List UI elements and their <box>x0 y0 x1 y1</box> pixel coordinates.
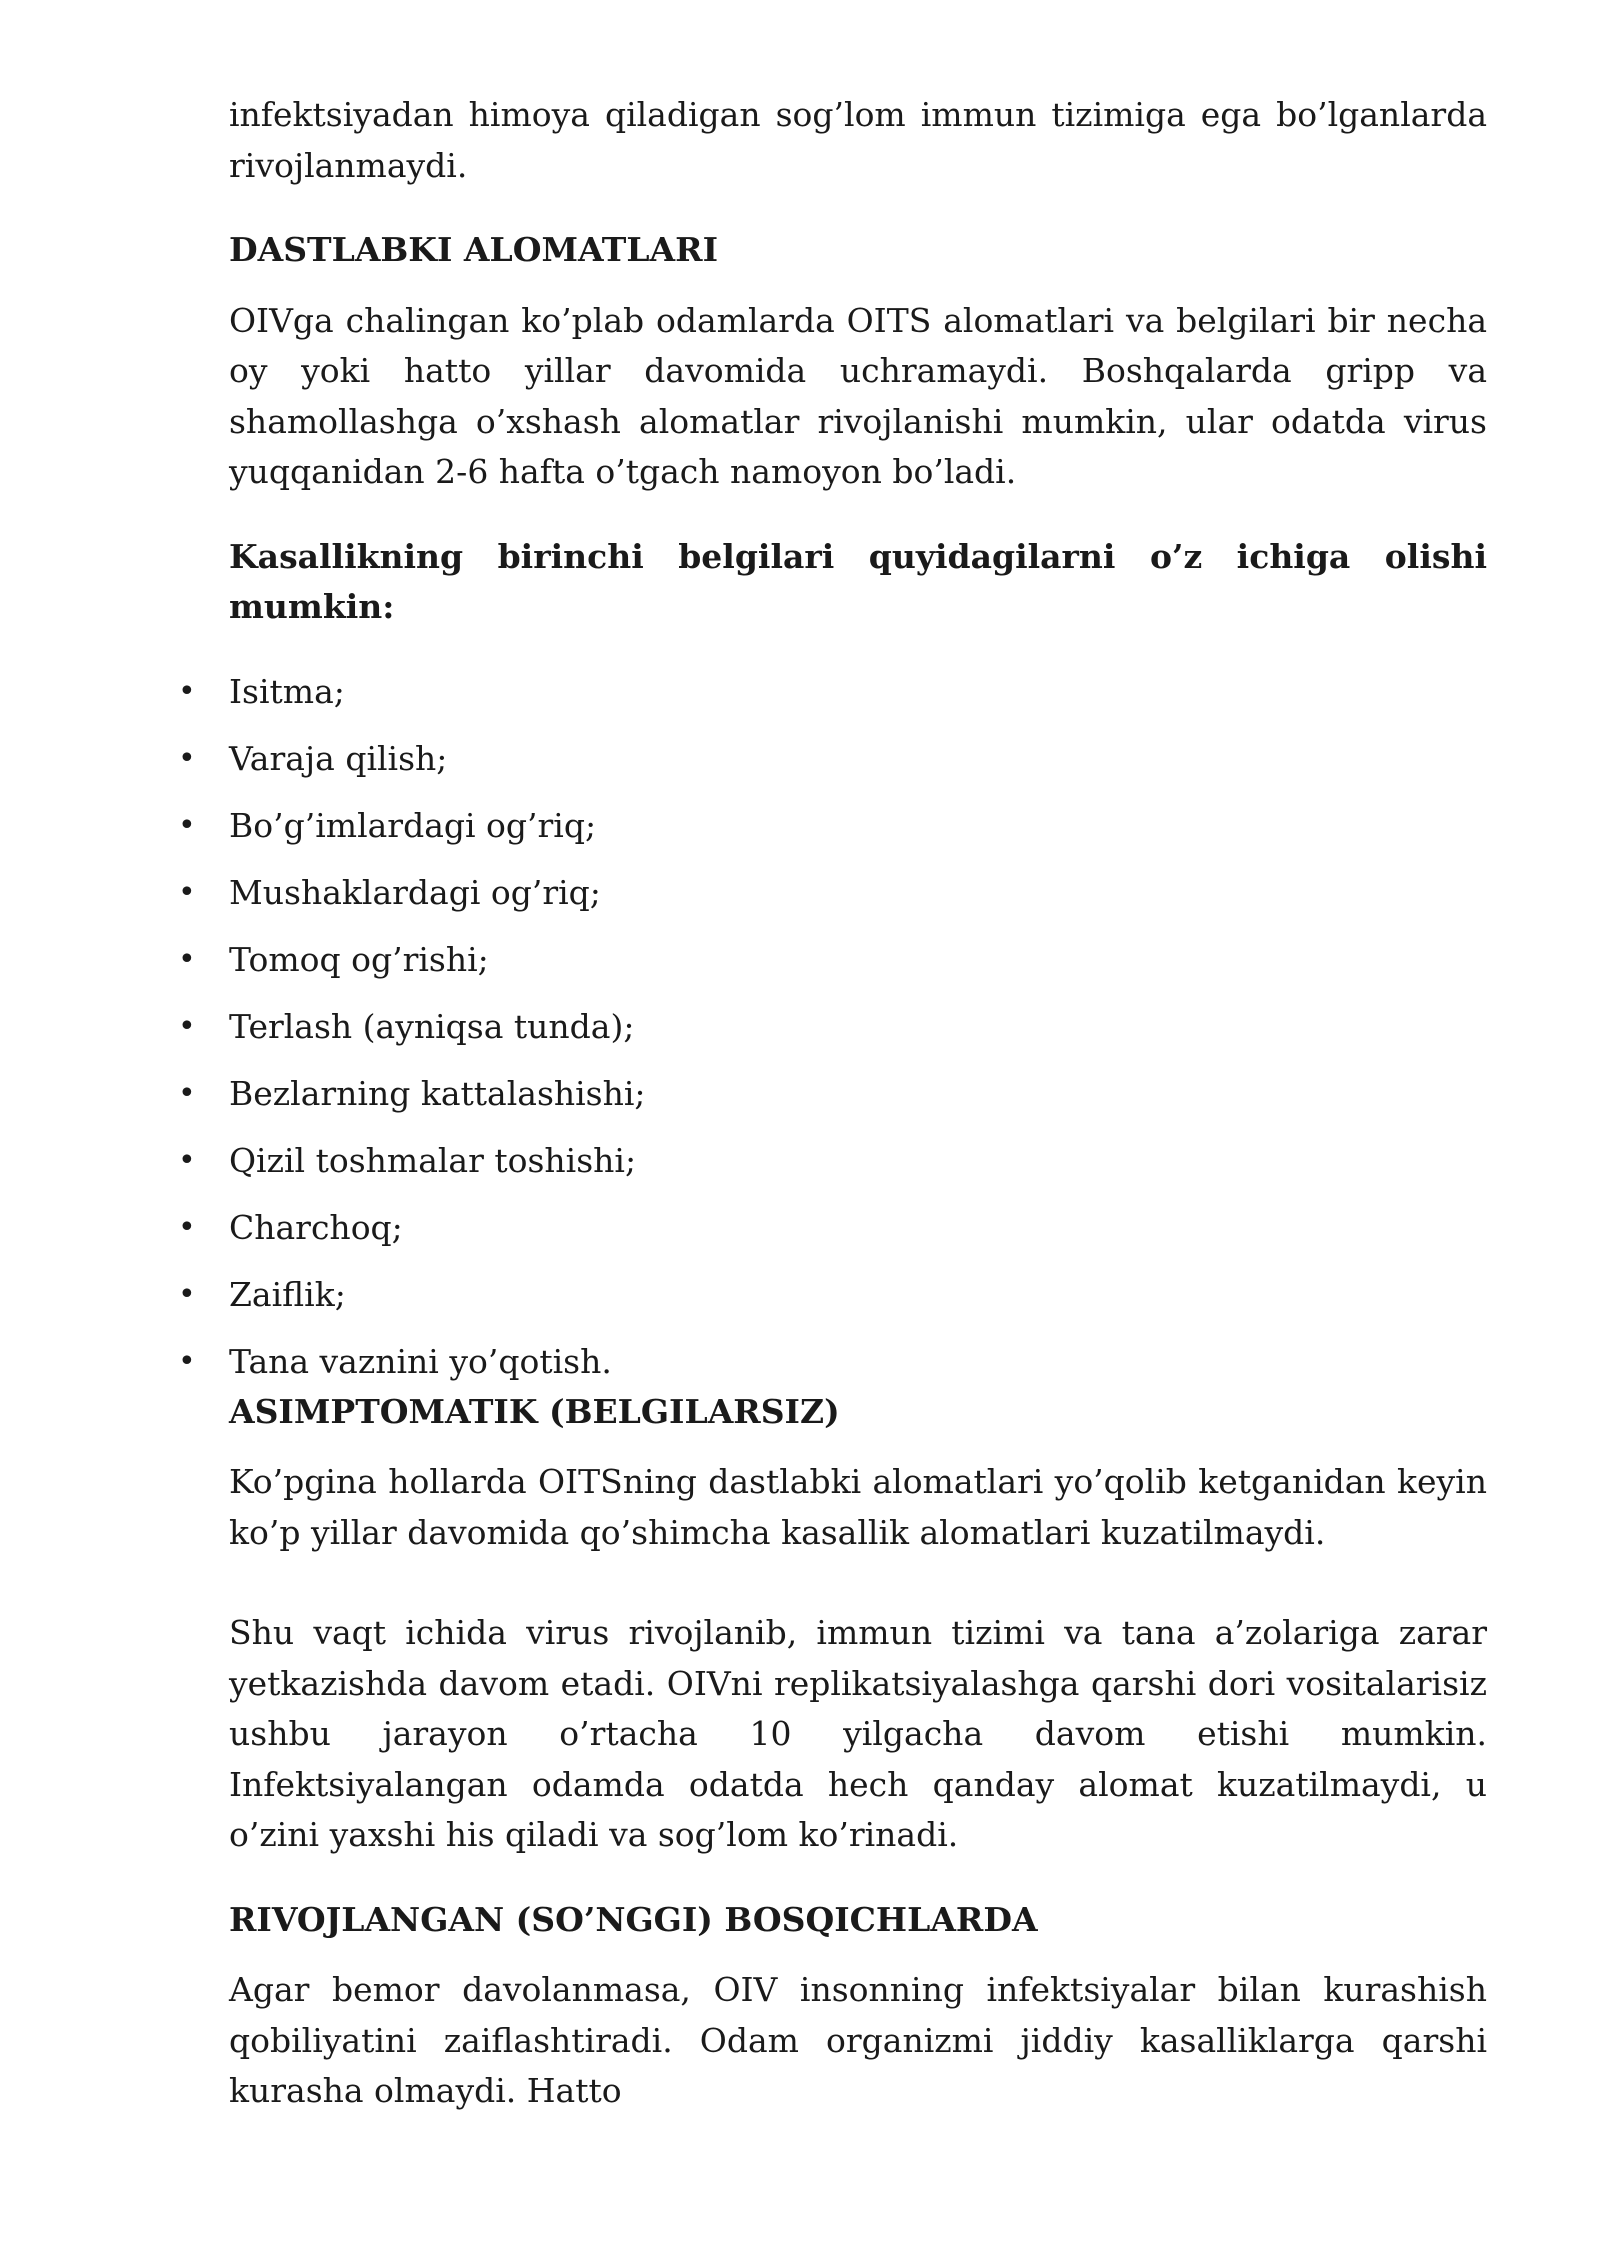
list-item <box>178 868 1487 935</box>
bullet-icon: • <box>178 1209 196 1245</box>
list-item <box>178 667 1487 734</box>
list-item <box>178 801 1487 868</box>
bullet-icon: • <box>178 874 196 910</box>
list-item-text: Terlash (ayniqsa tunda); <box>229 1006 635 1046</box>
list-item-text: Isitma; <box>229 671 345 711</box>
bullet-icon: • <box>178 1142 196 1178</box>
list-item-text: Bezlarning kattalashishi; <box>229 1073 646 1113</box>
list-item-text: Bo’g’imlardagi og’riq; <box>229 805 597 845</box>
bullet-icon: • <box>178 807 196 843</box>
list-item <box>178 1337 1487 1387</box>
section-heading-initial-symptoms: DASTLABKI ALOMATLARI <box>229 230 719 269</box>
list-item-text: Mushaklardagi og’riq; <box>229 872 601 912</box>
symptoms-list <box>178 667 1487 1387</box>
list-item <box>178 1136 1487 1203</box>
list-item <box>178 1203 1487 1270</box>
bullet-icon: • <box>178 1075 196 1111</box>
document-page <box>178 90 1487 2117</box>
bullet-icon: • <box>178 1008 196 1044</box>
list-item <box>178 1270 1487 1337</box>
list-item-text: Varaja qilish; <box>229 738 448 778</box>
list-item <box>178 1069 1487 1136</box>
list-item-text: Qizil toshmalar toshishi; <box>229 1140 637 1180</box>
asymptomatic-paragraph-1: Ko’pgina hollarda OITSning dastlabki alomatlari yo’qolib ketganidan keyin ko’p yillar davomida qo’shimcha kasallik alomatlari kuzatilmaydi. <box>229 1462 1487 1552</box>
bullet-icon: • <box>178 941 196 977</box>
asymptomatic-paragraph-2: Shu vaqt ichida virus rivojlanib, immun tizimi va tana a’zolariga zarar yetkazishda davom etadi. OIVni replikatsiyalashga qarshi dori vositalarisiz ushbu jarayon o’rtacha 10 yilgacha davom etishi mumkin. Infektsiyalangan odamda odatda hech qanday alomat kuzatilmaydi, u o’zini yaxshi his qiladi va sog’lom ko’rinadi. <box>229 1613 1487 1854</box>
initial-symptoms-paragraph: OIVga chalingan ko’plab odamlarda OITS alomatlari va belgilari bir necha oy yoki hatto yillar davomida uchramaydi. Boshqalarda gripp va shamollashga o’xshash alomatlar rivojlanishi mumkin, ular odatda virus yuqqanidan 2-6 hafta o’tgach namoyon bo’ladi. <box>229 300 1487 491</box>
section-heading-advanced-stages: RIVOJLANGAN (SO’NGGI) BOSQICHLARDA <box>229 1899 1038 1939</box>
advanced-stages-paragraph: Agar bemor davolanmasa, OIV insonning infektsiyalar bilan kurashish qobiliyatini zaiflashtiradi. Odam organizmi jiddiy kasalliklarga qarshi kurasha olmaydi. Hatto <box>229 1970 1487 2110</box>
list-item <box>178 1002 1487 1069</box>
list-item-text: Tomoq og’rishi; <box>229 939 489 979</box>
bullet-icon: • <box>178 1343 196 1379</box>
bullet-icon: • <box>178 740 196 776</box>
list-item-text: Charchoq; <box>229 1207 403 1247</box>
intro-paragraph-tail: infektsiyadan himoya qiladigan sog’lom immun tizimiga ega bo’lganlarda rivojlanmaydi. <box>229 95 1487 185</box>
bullet-icon: • <box>178 673 196 709</box>
list-item <box>178 935 1487 1002</box>
symptoms-list-lead: Kasallikning birinchi belgilari quyidagilarni o’z ichiga olishi mumkin: <box>229 536 1487 626</box>
list-item-text: Zaiflik; <box>229 1274 346 1314</box>
bullet-icon: • <box>178 1276 196 1312</box>
list-item <box>178 734 1487 801</box>
list-item-text: Tana vaznini yo’qotish. <box>229 1341 612 1381</box>
section-heading-asymptomatic: ASIMPTOMATIK (BELGILARSIZ) <box>229 1391 840 1431</box>
